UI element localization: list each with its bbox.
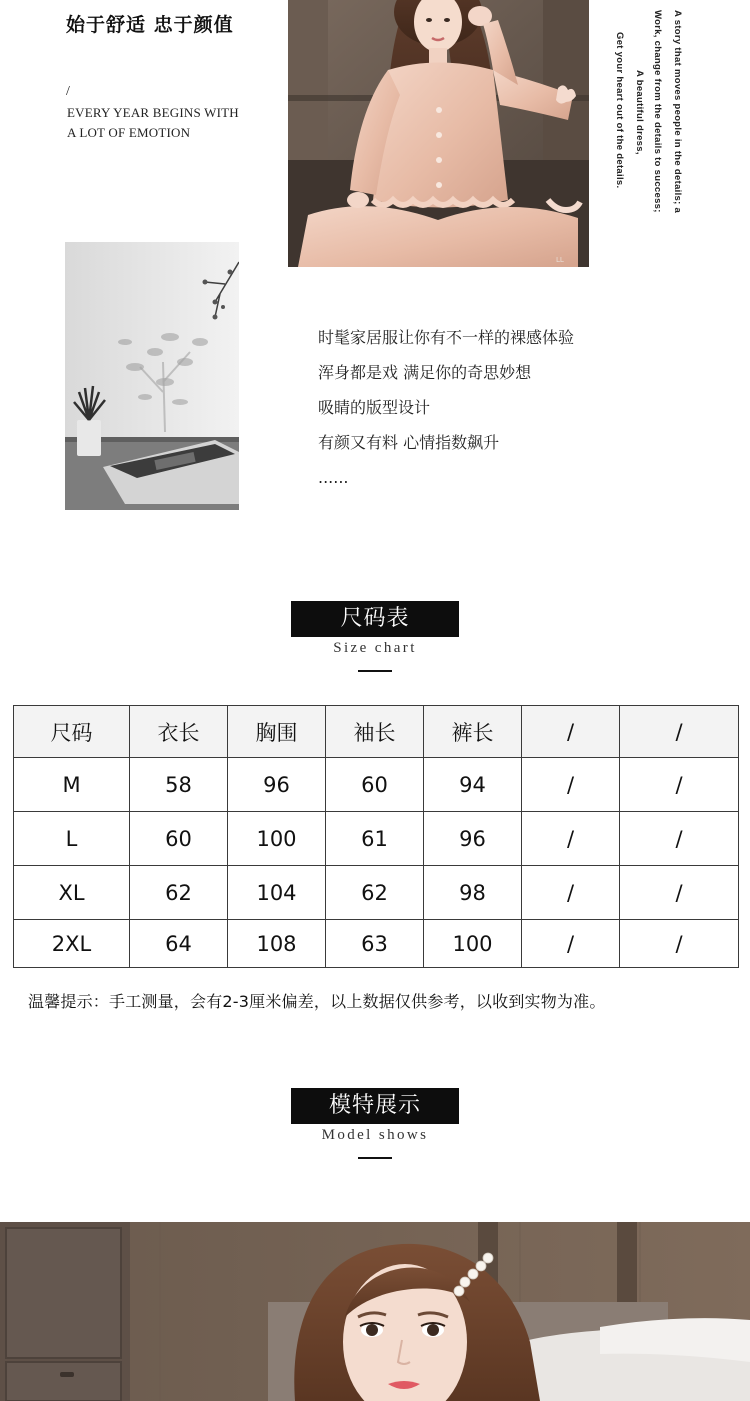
model-portrait-photo [0,1222,750,1401]
table-cell: / [620,812,739,866]
vertical-copy-line3: A beautiful dress, [634,70,645,155]
size-chart-rule [358,670,392,672]
product-description [318,320,574,495]
hero-model-photo [288,0,589,267]
description-line: 吸睛的版型设计 [318,398,431,417]
table-row [14,920,739,968]
model-shows-subtitle: Model shows [321,1127,429,1143]
table-cell: 2XL [14,920,130,968]
table-cell: 100 [424,920,522,968]
model-shows-title: 模特展示 [291,1088,459,1124]
table-cell: 61 [326,812,424,866]
table-cell: 62 [326,866,424,920]
table-row [14,758,739,812]
header-cell: 衣长 [130,706,228,758]
description-line: 浑身都是戏 满足你的奇思妙想 [318,363,532,382]
header-cell: / [620,706,739,758]
english-tagline-line1: EVERY YEAR BEGINS WITH [67,105,239,120]
table-cell: 64 [130,920,228,968]
table-cell: L [14,812,130,866]
table-cell: 58 [130,758,228,812]
table-cell: / [522,812,620,866]
size-chart-title: 尺码表 [291,601,459,637]
slash-divider: / [66,84,70,99]
still-life-photo [65,242,239,510]
table-cell: 62 [130,866,228,920]
header-cell: 袖长 [326,706,424,758]
table-cell: 96 [424,812,522,866]
vertical-copy-line2: Work, change from the details to success; [652,10,663,213]
vertical-copy-line4: Get your heart out of the details. [614,32,625,189]
table-cell: / [620,920,739,968]
table-cell: 98 [424,866,522,920]
table-cell: / [620,866,739,920]
table-cell: 60 [326,758,424,812]
table-row [14,812,739,866]
header-cell: 胸围 [228,706,326,758]
description-line: 时髦家居服让你有不一样的裸感体验 [318,328,575,347]
english-tagline-line2: A LOT OF EMOTION [67,125,191,140]
table-cell: / [522,758,620,812]
table-cell: 108 [228,920,326,968]
model-shows-rule [358,1157,392,1159]
vertical-copy-line1: A story that moves people in the details; a [672,10,683,214]
size-chart-subtitle: Size chart [333,640,417,656]
table-cell: / [620,758,739,812]
description-line: 有颜又有料 心情指数飙升 [318,433,500,452]
table-row [14,866,739,920]
header-cell: 裤长 [424,706,522,758]
table-cell: 60 [130,812,228,866]
table-cell: XL [14,866,130,920]
slogan-heading: 始于舒适 忠于颜值 [66,14,234,36]
header-cell: / [522,706,620,758]
table-header-row [14,706,739,758]
table-cell: 104 [228,866,326,920]
table-cell: 100 [228,812,326,866]
table-cell: 63 [326,920,424,968]
table-cell: M [14,758,130,812]
measurement-tip: 温馨提示：手工测量，会有2-3厘米偏差，以上数据仅供参考，以收到实物为准。 [28,992,606,1011]
svg-text:LL: LL [556,256,564,264]
table-cell: 96 [228,758,326,812]
table-cell: / [522,866,620,920]
description-ellipsis: ...... [318,468,349,487]
table-cell: / [522,920,620,968]
table-cell: 94 [424,758,522,812]
header-cell: 尺码 [14,706,130,758]
size-table [13,705,739,968]
